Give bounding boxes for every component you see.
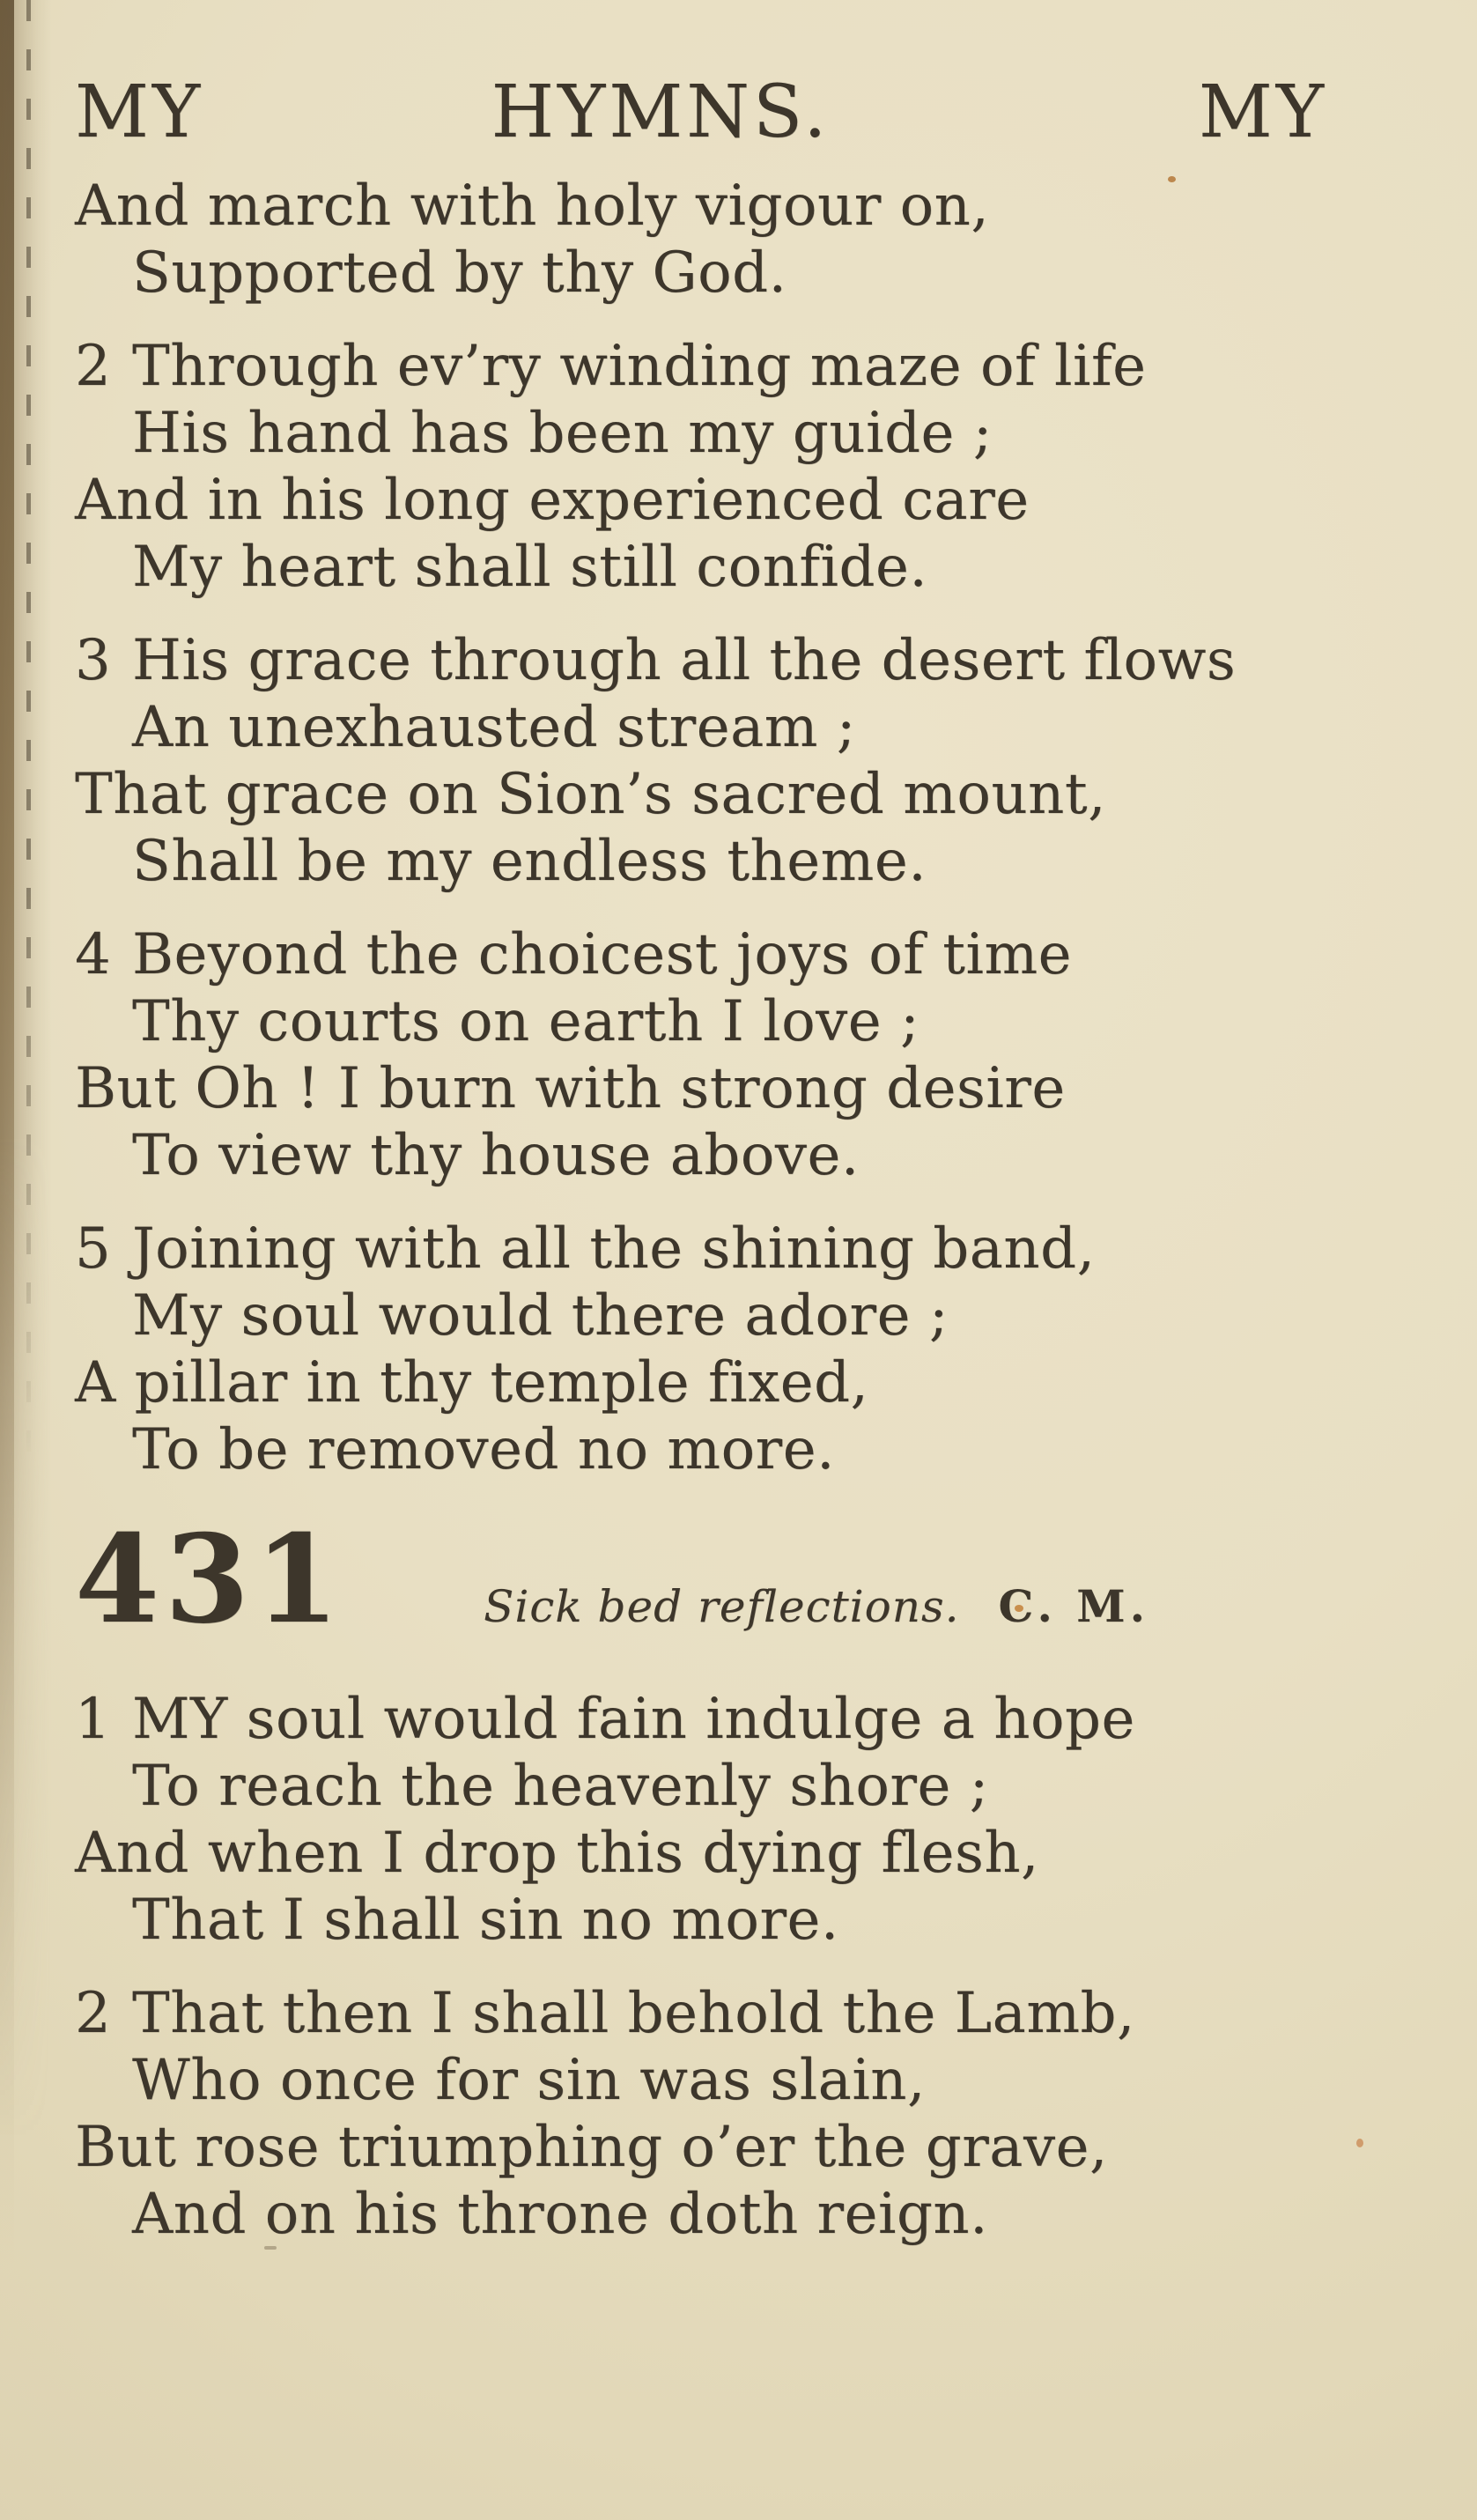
verse-line bbox=[75, 173, 1442, 240]
verse-line-text: To be removed no more. bbox=[132, 1417, 835, 1482]
hymn-number: 431 bbox=[75, 1507, 345, 1651]
verse-line-text: And on his throne doth reign. bbox=[132, 2182, 988, 2247]
verse-line bbox=[75, 534, 1442, 601]
verse-line bbox=[75, 1122, 1442, 1189]
verse-line bbox=[75, 921, 1442, 988]
verse-line-text: A pillar in thy temple fixed, bbox=[75, 1350, 869, 1415]
verse-line-text: That then I shall behold the Lamb, bbox=[132, 1981, 1135, 2046]
verse-line-text: Who once for sin was slain, bbox=[132, 2048, 926, 2113]
verse-line bbox=[75, 1349, 1442, 1416]
verse-line-text: Through ev’ry winding maze of life bbox=[132, 334, 1147, 399]
verse-number: 1 bbox=[75, 1687, 112, 1752]
verse-line-text: Shall be my endless theme. bbox=[132, 829, 927, 894]
verse-line-text: His grace through all the desert flows bbox=[132, 628, 1237, 693]
verse-line-text: My soul would there adore ; bbox=[132, 1283, 949, 1349]
verse-number: 5 bbox=[75, 1216, 112, 1282]
stanza bbox=[75, 921, 1442, 1189]
verse-line-text: And in his long experienced care bbox=[75, 468, 1030, 533]
stanza bbox=[75, 627, 1442, 895]
stanza bbox=[75, 173, 1442, 307]
verse-number: 3 bbox=[75, 628, 112, 693]
verse-line bbox=[75, 1820, 1442, 1887]
verse-line-text: MY soul would fain indulge a hope bbox=[132, 1687, 1135, 1752]
verse-line-text: Joining with all the shining band, bbox=[132, 1216, 1096, 1282]
verse-line bbox=[75, 1887, 1442, 1954]
verse-line bbox=[75, 2181, 1442, 2248]
verse-line bbox=[75, 2047, 1442, 2114]
hymn-430-continuation bbox=[75, 173, 1442, 1483]
verse-line bbox=[75, 828, 1442, 895]
verse-line-text: To reach the heavenly shore ; bbox=[132, 1754, 989, 1819]
verse-line bbox=[75, 400, 1442, 467]
verse-line bbox=[75, 1753, 1442, 1820]
stanza bbox=[75, 1980, 1442, 2248]
running-head-title: HYMNS. bbox=[491, 70, 831, 154]
hymn-text-block bbox=[75, 173, 1442, 2274]
verse-line-text: Supported by thy God. bbox=[132, 240, 787, 306]
stanza bbox=[75, 333, 1442, 601]
page-edge-stitch-line bbox=[26, 0, 31, 1462]
verse-line bbox=[75, 333, 1442, 400]
verse-line bbox=[75, 1282, 1442, 1349]
verse-number: 4 bbox=[75, 922, 112, 987]
running-head-right: MY bbox=[1198, 70, 1327, 154]
verse-line bbox=[75, 694, 1442, 761]
verse-line-text: An unexhausted stream ; bbox=[132, 695, 856, 760]
hymn-431-heading bbox=[75, 1507, 1442, 1651]
verse-line bbox=[75, 761, 1442, 828]
running-head-left: MY bbox=[75, 70, 204, 154]
verse-line bbox=[75, 240, 1442, 307]
verse-number: 2 bbox=[75, 334, 112, 399]
verse-line bbox=[75, 1216, 1442, 1282]
verse-line bbox=[75, 988, 1442, 1055]
running-head bbox=[75, 70, 1363, 154]
verse-line bbox=[75, 467, 1442, 534]
hymn-title: Sick bed reflections. bbox=[484, 1581, 960, 1632]
hymn-431-stanzas bbox=[75, 1686, 1442, 2248]
verse-number: 2 bbox=[75, 1981, 112, 2046]
verse-line bbox=[75, 1055, 1442, 1122]
verse-line-text: His hand has been my guide ; bbox=[132, 401, 993, 466]
verse-line bbox=[75, 1416, 1442, 1483]
verse-line-text: My heart shall still confide. bbox=[132, 535, 928, 600]
verse-line bbox=[75, 1980, 1442, 2047]
verse-line-text: That grace on Sion’s sacred mount, bbox=[75, 762, 1106, 827]
verse-line-text: Thy courts on earth I love ; bbox=[132, 989, 920, 1054]
verse-line bbox=[75, 2114, 1442, 2181]
verse-line-text: That I shall sin no more. bbox=[132, 1888, 839, 1953]
verse-line-text: But rose triumphing o’er the grave, bbox=[75, 2115, 1108, 2180]
verse-line-text: And when I drop this dying flesh, bbox=[75, 1821, 1039, 1886]
verse-line-text: And march with holy vigour on, bbox=[75, 174, 990, 239]
page-gutter-shadow bbox=[0, 0, 51, 2520]
stanza bbox=[75, 1216, 1442, 1483]
hymn-meter: C. M. bbox=[998, 1580, 1150, 1632]
verse-line bbox=[75, 627, 1442, 694]
verse-line-text: To view thy house above. bbox=[132, 1123, 860, 1188]
verse-line-text: But Oh ! I burn with strong desire bbox=[75, 1056, 1066, 1121]
verse-line bbox=[75, 1686, 1442, 1753]
verse-line-text: Beyond the choicest joys of time bbox=[132, 922, 1072, 987]
stanza bbox=[75, 1686, 1442, 1954]
